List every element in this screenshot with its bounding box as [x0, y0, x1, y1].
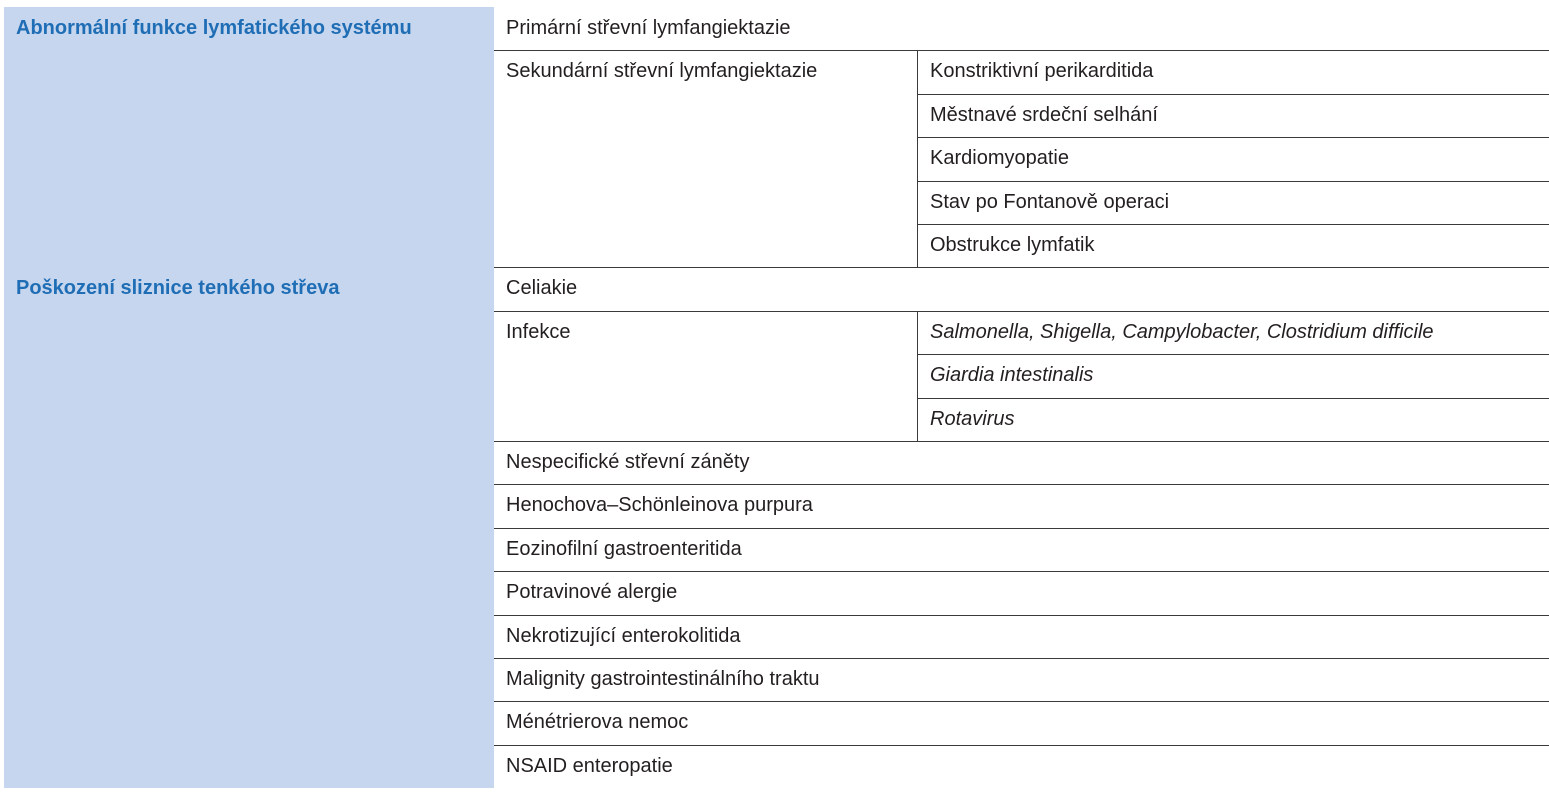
subitem-cell-kardiomyopatie: Kardiomyopatie	[930, 147, 1069, 170]
item-cell-primarni-strevni-lymfangiektazie: Primární střevní lymfangiektazie	[506, 17, 791, 39]
item-cell-eozinofilni-gastroenteritida: Eozinofilní gastroenteritida	[506, 537, 742, 560]
table-group-1	[4, 7, 1549, 267]
subitem-cell-salmonella-shigella-campylobacter-clostridium-difficile: Salmonella, Shigella, Campylobacter, Clostridium difficile	[930, 320, 1434, 343]
subitem-cell-konstriktivni-perikarditida: Konstriktivní perikarditida	[930, 60, 1154, 83]
category-heading: Poškození sliznice tenkého střeva	[4, 267, 494, 788]
subitem-cell-stav-po-fontanove-operaci: Stav po Fontanově operaci	[930, 190, 1170, 213]
subitem-cell-rotavirus: Rotavirus	[930, 407, 1015, 430]
item-cell-infekce: Infekce	[506, 320, 571, 343]
item-cell-malignity-gastrointestinalniho-traktu: Malignity gastrointestinálního traktu	[506, 667, 820, 690]
item-cell-celiakie: Celiakie	[506, 277, 578, 300]
item-cell-sekundarni-strevni-lymfangiektazie: Sekundární střevní lymfangiektazie	[506, 60, 818, 83]
category-heading: Abnormální funkce lymfatického systému	[4, 7, 494, 267]
subitem-cell-mestnave-srdecni-selhani: Městnavé srdeční selhání	[930, 103, 1158, 126]
item-cell-henochova-schonleinova-purpura: Henochova–Schönleinova purpura	[506, 494, 813, 517]
item-cell-nsaid-enteropatie: NSAID enteropatie	[506, 754, 673, 777]
item-cell-potravinove-alergie: Potravinové alergie	[506, 581, 678, 604]
item-cell-menetrierova-nemoc: Ménétrierova nemoc	[506, 711, 689, 734]
item-cell-nespecificke-strevni-zanety: Nespecifické střevní záněty	[506, 450, 750, 473]
item-cell-nekrotizujici-enterokolitida: Nekrotizující enterokolitida	[506, 624, 741, 647]
table-group-2	[4, 267, 1549, 788]
subitem-cell-obstrukce-lymfatik: Obstrukce lymfatik	[930, 234, 1095, 256]
subitem-cell-giardia-intestinalis: Giardia intestinalis	[930, 364, 1094, 387]
